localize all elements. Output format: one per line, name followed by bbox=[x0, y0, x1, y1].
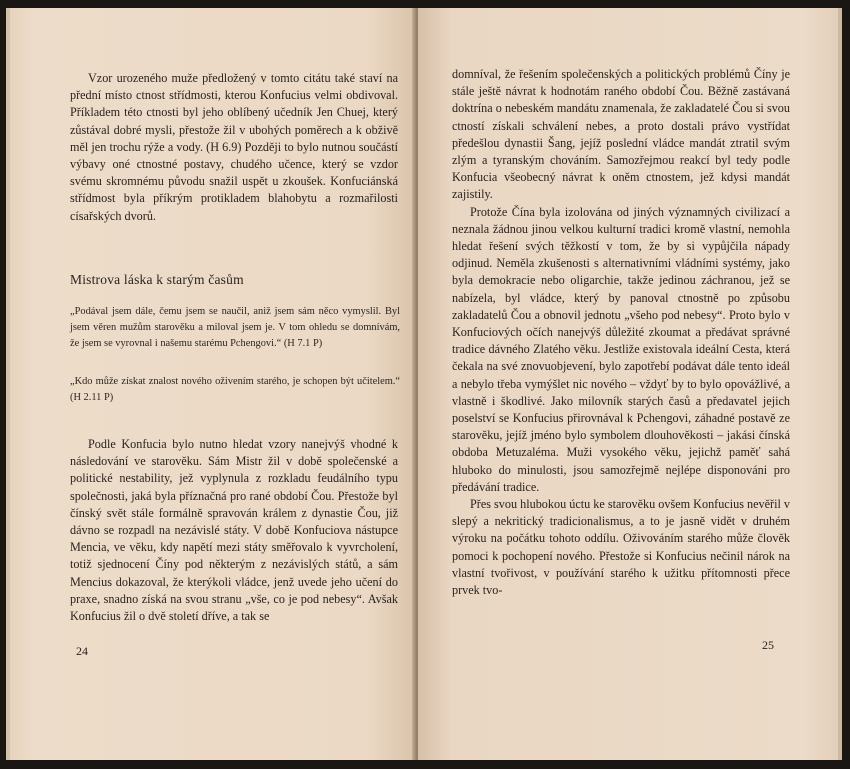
left-paragraph-1-text: Vzor urozeného muže předložený v tomto citátu také staví na přední místo ctnost střídmosti, kterou Konfucius velmi obdivoval. Příkladem této ctnosti byl jeho oblíbený učedník Jen Chuej, který zůstával dobré mysli, přestože žil v ubohých poměrech a k obživě měl jen trochu rýže a vody. (H 6.9) Později to bylo nutnou součástí výbavy oné ctnostné postavy, chudého učence, který se vzdor svému skromnému původu snažil uspět u zkoušek. Konfuciánská střídmost byla příkrým protikladem blahobytu a rozmařilosti císařských dvorů. bbox=[70, 71, 398, 223]
left-paragraph-2-text: Podle Konfucia bylo nutno hledat vzory nanejvýš vhodné k následování ve starověku. Sám Mistr žil v době společenské a politické nestability, jež vyplynula z rozkladu feudálního typu společnosti, jaká byla příznačná pro rané období Čou. Přestože byl čínský svět stále formálně spravován králem z dynastie Čou, již dávno se rozpadl na nezávislé státy. V době Konfuciova nástupce Mencia, ve věku, kdy napětí mezi státy směřovalo k vyvrcholení, totiž sjednocení Číny pod některým z nezávislých států, a sám Mencius dokazoval, že kterýkoli vládce, jenž uvede jeho učení do praxe, snadno získá na svou stranu „vše, co je pod nebesy“. Avšak Konfucius žil o dvě století dříve, a tak se bbox=[70, 437, 398, 624]
quote-1: „Podával jsem dále, čemu jsem se naučil, aniž jsem sám něco vymyslil. Byl jsem věren mužům starověku a miloval jsem je. V tom ohledu se domnívám, že jsem se vyrovnal i našemu starému Pchengovi.“ (H 7.1 P) bbox=[70, 306, 400, 349]
left-paragraph-2 bbox=[70, 436, 398, 625]
page-number-left: 24 bbox=[76, 644, 88, 658]
book-spread bbox=[6, 8, 842, 760]
right-page bbox=[418, 8, 842, 760]
right-paragraph-2: Protože Čína byla izolována od jiných významných civilizací a neznala žádnou jinou velkou kulturní tradici kromě vlastní, nemohla hledat řešení svých těžkostí v tom, že by si vypůjčila nápady odjinud. Neměla zkušenosti s alternativními vládními systémy, jako byla demokracie nebo oligarchie, takže jedinou záchranou, jež se nabízela, byl vládce, který by panoval ctnostně po způsobu zakladatelů Čou a obnovil jednotu „všeho pod nebesy“. Proto bylo v Konfuciových očích nanejvýš důležité zkoumat a předávat správné tradice dávného Zlatého věku. Jestliže existovala ideální Cesta, která čekala na své znovuobjevení, bylo zapotřebí podávat dále tento ideál a nebylo třeba vymýšlet nic nového – vždyť by to bylo opovážlivé, a vlastně i škodlivé. Jako milovník starých časů a předavatel jejich poselství se Konfucius přirovnával k Pchengovi, záhadné postavě ze starověku, jejíž jméno bylo symbolem dlouhověkosti – jakási čínská obdoba Metuzaléma. Muži vysokého věku, jejichž paměť sahá hluboko do minulosti, jsou samozřejmě nejlépe disponováni pro předávání tradice. bbox=[452, 204, 790, 494]
right-text-block bbox=[452, 66, 790, 599]
quote-2: „Kdo může získat znalost nového oživením starého, je schopen být učitelem.“ (H 2.11 P) bbox=[70, 376, 400, 403]
right-paragraph-1: domníval, že řešením společenských a politických problémů Číny je stále ještě návrat k hodnotám raného období Čou. Běžně zastávaná doktrína o nebeském mandátu znamenala, že zakladatelé Čou si svou ctností získali schválení nebes, a proto dostali právo vystřídat předešlou dynastii Šang, jejíž poslední vládce mandát ztratil svým zlým a tyranským chováním. Samozřejmou reakcí byl tedy podle Konfucia všeobecný návrat k oněm ctnostem, jež kdysi mandát zajistily. bbox=[452, 67, 790, 202]
left-page bbox=[6, 8, 416, 760]
left-paragraph-1 bbox=[70, 70, 398, 225]
page-number-right: 25 bbox=[762, 638, 774, 652]
section-heading: Mistrova láska k starým časům bbox=[70, 272, 244, 287]
right-paragraph-3: Přes svou hlubokou úctu ke starověku ovšem Konfucius nevěřil v slepý a nekritický tradicionalismus, a to je jasně vidět v druhém výroku na počátku tohoto oddílu. Oživováním starého může člověk pomoci k pochopení nového. Přestože si Konfucius nečinil nárok na vlastní tvořivost, v používání starého k užitku přítomnosti přece prvek tvo- bbox=[452, 497, 790, 598]
